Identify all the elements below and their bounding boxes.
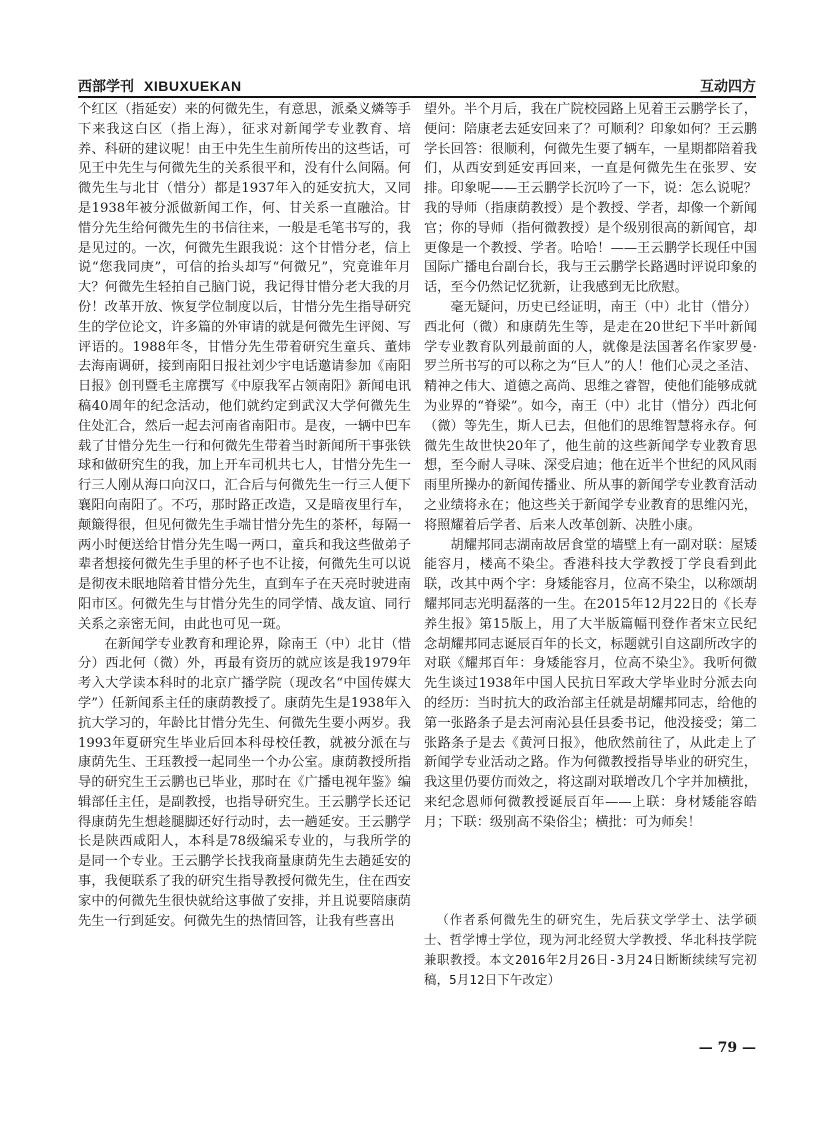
left-column [78,100,411,931]
page-number: — 79 — [698,1040,756,1056]
header-rule [78,96,756,98]
paragraph: 个红区（指延安）来的何微先生，有意思，派桑义燐等手下来我这白区（指上海），征求对新闻学专业教育、培养、科研的建议呢！由王中先生生前所传出的这些话，可见王中先生与何微先生的关系很平和，没有什么间隔。何微先生与北甘（惜分）都是1937年入的延安抗大，又同是1938年被分派做新闻工作，何、甘关系一直融洽。甘惜分先生给何微先生的书信往来，一般是毛笔书写的，我是见过的。一次，何微先生跟我说：这个甘惜分老，信上说“您我同庚”，可信的抬头却写“何微兄”，究竟谁年月大？何微先生轻拍自己脑门说，我记得甘惜分老大我的月份！改革开放、恢复学位制度以后，甘惜分先生指导研究生的学位论文，许多篇的外审请的就是何微先生评阅、写评语的。1988年冬，甘惜分先生带着研究生童兵、董炜去海南调研，接到南阳日报社刘少宇电话邀请参加《南阳日报》创刊暨毛主席撰写《中原我军占领南阳》新闻电讯稿40周年的纪念活动，他们就约定到武汉大学何微先生住处汇合，然后一起去河南省南阳市。是夜，一辆中巴车载了甘惜分先生一行和何微先生带着当时新闻所干事张铁球和做研究生的我，加上开车司机共七人，甘惜分先生一行三人刚从海口向汉口，汇合后与何微先生一行三人便下襄阳向南阳了。不巧，那时路正改造，又是暗夜里行车，颠簸得很，但见何微先生手端甘惜分先生的茶杯，每隔一两小时便送给甘惜分先生喝一两口，童兵和我这些做弟子辈者想接何微先生手里的杯子也不让接，何微先生可以说是彻夜未眠地陪着甘惜分先生，直到车子在天亮时驶进南阳市区。何微先生与甘惜分先生的同学情、战友谊、同行关系之亲密无间，由此也可见一斑。 [78,102,411,632]
author-note-text: （作者系何微先生的研究生，先后获文学学士、法学硕士、哲学博士学位，现为河北经贸大学教授、华北科技学院兼职教授。本文2016年2月26日-3月24日断断续续写完初稿，5月12日下午改定） [424,912,757,987]
running-header [78,74,756,96]
section-title: 互动四方 [700,79,756,95]
paragraph: 毫无疑问，历史已经证明，南王（中）北甘（惜分）西北何（微）和康荫先生等，是走在20世纪下半叶新闻学专业教育队列最前面的人，就像是法国著名作家罗曼·罗兰所书写的可以称之为“巨人”的人！他们心灵之圣洁、精神之伟大、道德之高尚、思维之睿智，使他们能够成就为业界的“脊梁”。如今，南王（中）北甘（惜分）西北何（微）等先生，斯人已去，但他们的思维智慧将永存。何微先生故世快20年了，他生前的这些新闻学专业教育思想，至今耐人寻味、深受启迪；他在近半个世纪的风风雨雨里所操办的新闻传播业、所从事的新闻学专业教育活动之业绩将永在；他这些关于新闻学专业教育的思维闪光，将照耀着后学者、后来人改革创新、决胜小康。 [424,299,757,533]
journal-pinyin: XIBUXUEKAN [144,78,242,94]
paragraph: 胡耀邦同志湖南故居食堂的墙壁上有一副对联：屋矮能容月，楼高不染尘。香港科技大学教授丁学良看到此联，改其中两个字：身矮能容月，位高不染尘，以称颂胡耀邦同志光明磊落的一生。在2015年12月22日的《长寿养生报》第15版上，用了大半版篇幅刊登作者宋立民纪念胡耀邦同志诞辰百年的长文，标题就引自这副所改字的对联《耀邦百年：身矮能容月，位高不染尘》。我听何微先生谈过1938年中国人民抗日军政大学毕业时分派去向的经历：当时抗大的政治部主任就是胡耀邦同志，给他的第一张路条子是去河南沁县任县委书记，他没接受；第二张路条子是去《黄河日报》，他欣然前往了，从此走上了新闻学专业活动之路。作为何微教授指导毕业的研究生，我这里仍要仿而效之，将这副对联增改几个字并加横批，来纪念恩师何微教授诞辰百年——上联：身材矮能容皓月；下联：级别高不染俗尘；横批：可为师矣！ [424,537,757,830]
journal-name [78,76,242,96]
paragraph: 在新闻学专业教育和理论界，除南王（中）北甘（惜分）西北何（微）外，再最有资历的就应该是我1979年考入大学读本科时的北京广播学院（现改名“中国传媒大学”）任新闻系主任的康荫教授了。康荫先生是1938年入抗大学习的，年龄比甘惜分先生、何微先生要小两岁。我1993年夏研究生毕业后回本科母校任教，就被分派在与康荫先生、王珏教授一起同坐一个办公室。康荫教授所指导的研究生王云鹏也已毕业，那时在《广播电视年鉴》编辑部任主任，是副教授，也指导研究生。王云鹏学长还记得康荫先生想趁腿脚还好行动时，去一趟延安。王云鹏学长是陕西咸阳人，本科是78级编采专业的，与我所学的是同一个专业。王云鹏学长找我商量康荫先生去趟延安的事，我便联系了我的研究生指导教授何微先生，住在西安家中的何微先生很快就给这事做了安排，并且说要陪康荫先生一行到延安。何微先生的热情回答，让我有些喜出 [78,636,411,929]
right-column [424,100,757,832]
paragraph: 望外。半个月后，我在广院校园路上见着王云鹏学长了，便问：陪康老去延安回来了？可顺利？印象如何？王云鹏学长回答：很顺利，何微先生要了辆车，一星期都陪着我们，从西安到延安再回来，一直是何微先生在张罗、安排。印象呢——王云鹏学长沉吟了一下，说：怎么说呢？我的导师（指康荫教授）是个教授、学者，却像一个新闻官；你的导师（指何微教授）是个级别很高的新闻官，却更像是一个教授、学者。哈哈！——王云鹏学长现任中国国际广播电台副台长，我与王云鹏学长路遇时评说印象的话，至今仍然记忆犹新，让我感到无比欣慰。 [424,102,757,296]
journal-title: 西部学刊 [78,79,134,95]
author-note [424,910,757,990]
